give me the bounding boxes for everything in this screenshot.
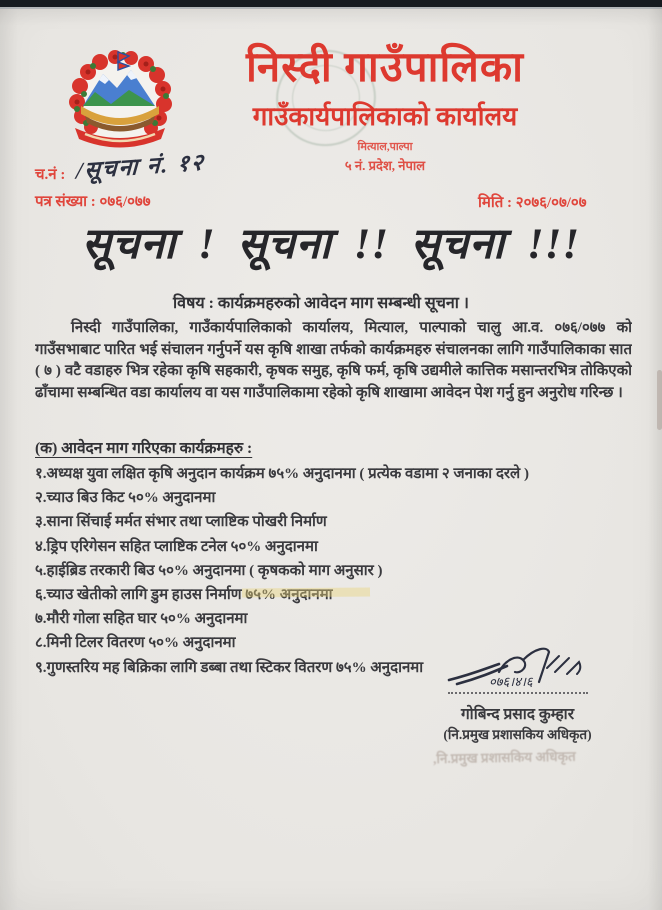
address-line-2: ५ नं. प्रदेश, नेपाल: [344, 158, 426, 174]
scanner-edge-line: [0, 7, 662, 9]
signatory-designation: (नि.प्रमुख प्रशासकिय अधिकृत): [443, 727, 592, 742]
municipality-name: निस्दी गाउँपालिका: [246, 45, 524, 91]
letter-number-label: पत्र संख्या :: [35, 194, 96, 210]
notice-heading: सूचना ! सूचना !! सूचना !!!: [81, 221, 581, 268]
signature-dotted-line: [448, 692, 588, 694]
ref-number-label: च.नं :: [35, 167, 66, 183]
letter-number: [35, 191, 151, 211]
signature-scribble: [443, 638, 593, 692]
bleed-through-text: ,नि.प्रमुख प्रशासकिय अधिकृत: [432, 748, 576, 767]
letterhead: [180, 46, 590, 174]
date-value: २०७६/०७/०७: [515, 195, 587, 211]
date: [478, 192, 587, 212]
program-item: ९.गुणस्तरिय मह बिक्रिका लागि डब्बा तथा स्टिकर वितरण ७५% अनुदानमा: [35, 659, 424, 676]
signature-block: [405, 638, 630, 743]
program-item: ८.मिनी टिलर वितरण ५०% अनुदानमा: [35, 635, 236, 652]
program-item: ४.ड्रिप एरिगेसन सहित प्लाष्टिक टनेल ५०% अनुदानमा: [35, 538, 318, 555]
office-name: गाउँकार्यपालिकाको कार्यालय: [252, 102, 518, 132]
handwritten-notice-number: /सूचना नं. १२: [75, 149, 206, 184]
address-line-1: मित्याल,पाल्पा: [357, 141, 413, 154]
body-paragraph: निस्दी गाउँपालिका, गाउँकार्यपालिकाको कार्यालय, मित्याल, पाल्पाको चालु आ.व. ०७६/०७७ को गाउँसभाबाट पारित भई संचालन गर्नुपर्ने यस कृषि शाखा तर्फको कार्यक्रमहरु संचालनका लागि गाउँपालिकाका सात ( ७ ) वटै वडाहरु भित्र रहेका कृषि सहकारी, कृषक समुह, कृषि फर्म, कृषि उद्यमीले कात्तिक मसान्तरभित्र तोकिएको ढाँचामा सम्बन्धित वडा कार्यालय वा यस गाउँपालिकामा रहेको कृषि शाखामा आवेदन पेश गर्नु हुन अनुरोध गरिन्छ ।: [35, 320, 632, 401]
signature-handwritten-date: ०७६।४।६: [488, 674, 533, 689]
subject-line: विषय : कार्यक्रमहरुको आवेदन माग सम्बन्धी सूचना ।: [173, 295, 469, 312]
scanner-edge-strip: [0, 0, 662, 7]
program-item: ५.हाईब्रिड तरकारी बिउ ५०% अनुदानमा ( कृषकको माग अनुसार ): [35, 562, 383, 579]
letter-number-value: ०७६/०७७: [99, 194, 151, 210]
scan-highlight-artifact: [242, 588, 370, 598]
program-item: ३.साना सिंचाई मर्मत संभार तथा प्लाष्टिक पोखरी निर्माण: [35, 514, 327, 531]
program-item: ७.मौरी गोला सहित घार ५०% अनुदानमा: [35, 611, 248, 628]
signatory-name: गोबिन्द प्रसाद कुम्हार: [460, 706, 575, 723]
scan-edge-mark: [657, 370, 662, 430]
program-item: ६.च्याउ खेतीको लागि डुम हाउस निर्माण ७५% अनुदानमा: [35, 587, 333, 604]
program-section-heading: (क) आवेदन माग गरिएका कार्यक्रमहरु :: [35, 440, 253, 457]
program-item: २.च्याउ बिउ किट ५०% अनुदानमा: [35, 490, 216, 507]
program-item: १.अध्यक्ष युवा लक्षित कृषि अनुदान कार्यक्रम ७५% अनुदानमा ( प्रत्येक वडामा २ जनाका दरले ): [35, 466, 529, 482]
date-label: मिति :: [478, 195, 513, 211]
